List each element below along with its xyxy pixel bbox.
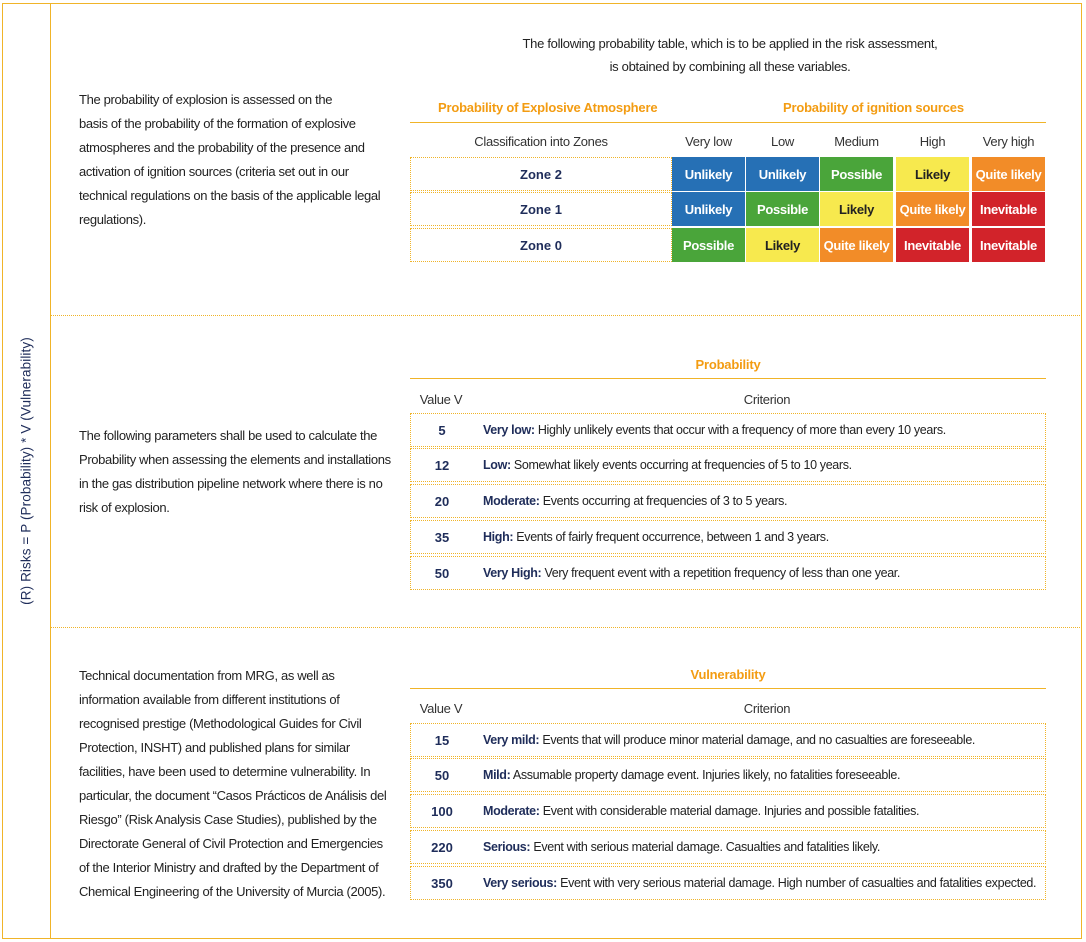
- criterion-cell: [473, 876, 1036, 890]
- criterion-description: Highly unlikely events that occur with a frequency of more than every 10 years.: [534, 423, 946, 437]
- criterion-description: Very frequent event with a repetition frequency of less than one year.: [541, 566, 901, 580]
- vulnerability-table-title: Vulnerability: [690, 667, 766, 682]
- criterion-cell: [473, 494, 787, 508]
- zone-label: Zone 1: [410, 192, 672, 226]
- criterion-term: Mild:: [483, 768, 511, 782]
- criterion-description: Event with very serious material damage. High number of casualties and fatalities expected.: [556, 876, 1037, 890]
- table-row: [410, 794, 1046, 828]
- criterion-cell: [473, 840, 880, 854]
- criterion-cell: [473, 458, 852, 472]
- value-column-header: Value V: [419, 392, 463, 407]
- side-column-divider: [50, 3, 51, 939]
- probability-table-intro: The following probability table, which is to be applied in the risk assessment, is obtained by combining all these variables.: [522, 36, 938, 74]
- section-divider: [51, 627, 1082, 628]
- value-cell: 220: [431, 839, 453, 855]
- criterion-term: Very mild:: [483, 733, 540, 747]
- section-divider: [51, 315, 1082, 316]
- probability-cell: Inevitable: [972, 228, 1045, 262]
- probability-parameters-paragraph: The following parameters shall be used to calculate the Probability when assessing the elements and installations in the gas distribution pipeline network where there is no risk of explosion.: [79, 428, 391, 515]
- criterion-column-header: Criterion: [743, 701, 791, 716]
- value-cell: 15: [434, 732, 450, 748]
- criterion-term: Very low:: [483, 423, 535, 437]
- criterion-cell: [473, 530, 829, 544]
- criterion-cell: [473, 804, 919, 818]
- criterion-column-header: Criterion: [743, 392, 791, 407]
- probability-cell: Inevitable: [972, 192, 1045, 226]
- probability-cell: Inevitable: [896, 228, 969, 262]
- probability-cell: Unlikely: [746, 157, 819, 191]
- ignition-level-header: Low: [771, 134, 794, 149]
- table-row: [410, 484, 1046, 518]
- criterion-description: Events of fairly frequent occurrence, between 1 and 3 years.: [513, 530, 829, 544]
- table-row: [410, 723, 1046, 757]
- criterion-term: Moderate:: [483, 494, 540, 508]
- probability-cell: Possible: [746, 192, 819, 226]
- probability-cell: Possible: [672, 228, 745, 262]
- header-rule: [410, 122, 1046, 123]
- ignition-level-header: Very high: [982, 134, 1035, 149]
- value-cell: 12: [434, 457, 450, 473]
- probability-cell: Unlikely: [672, 192, 745, 226]
- table-row: [410, 866, 1046, 900]
- criterion-cell: [473, 423, 946, 437]
- probability-cell: Quite likely: [896, 192, 969, 226]
- zone-label: Zone 2: [410, 157, 672, 191]
- value-cell: 35: [434, 529, 450, 545]
- vulnerability-sources-paragraph: Technical documentation from MRG, as well as information available from different institutions of recognised prestige (Methodological Guides for Civil Protection, INSHT) and published plans for similar facilities, have been used to determine vulnerability. In particular, the document “Casos Prácticos de Análisis del Riesgo” (Risk Analysis Case Studies), published by the Directorate General of Civil Protection and Emergencies of the Interior Ministry and drafted by the Department of Chemical Engineering of the University of Murcia (2005).: [79, 668, 387, 899]
- criterion-term: Very serious:: [483, 876, 557, 890]
- probability-cell: Likely: [746, 228, 819, 262]
- table-row: [410, 830, 1046, 864]
- value-cell: 50: [434, 767, 450, 783]
- explosive-atmosphere-header: Probability of Explosive Atmosphere: [438, 100, 658, 115]
- probability-cell: Likely: [896, 157, 969, 191]
- criterion-description: Events occurring at frequencies of 3 to 5 years.: [539, 494, 788, 508]
- zones-column-header: Classification into Zones: [474, 134, 608, 149]
- criterion-description: Assumable property damage event. Injuries likely, no fatalities foreseeable.: [510, 768, 901, 782]
- value-cell: 5: [438, 422, 446, 438]
- probability-cell: Unlikely: [672, 157, 745, 191]
- criterion-term: Very High:: [483, 566, 542, 580]
- table-row: [410, 556, 1046, 590]
- probability-cell: Quite likely: [972, 157, 1045, 191]
- criterion-cell: [473, 768, 900, 782]
- probability-cell: Possible: [820, 157, 893, 191]
- header-rule: [410, 378, 1046, 379]
- criterion-description: Event with considerable material damage. Injuries and possible fatalities.: [539, 804, 920, 818]
- header-rule: [410, 688, 1046, 689]
- value-cell: 100: [431, 803, 453, 819]
- zone-label: Zone 0: [410, 228, 672, 262]
- value-cell: 20: [434, 493, 450, 509]
- ignition-sources-header: Probability of ignition sources: [783, 100, 964, 115]
- criterion-term: Serious:: [483, 840, 531, 854]
- side-title: (R) Risks = P (Probability) * V (Vulnerability): [18, 337, 34, 605]
- value-cell: 350: [431, 875, 453, 891]
- criterion-description: Somewhat likely events occurring at frequencies of 5 to 10 years.: [510, 458, 852, 472]
- table-row: [410, 758, 1046, 792]
- criterion-cell: [473, 566, 900, 580]
- value-cell: 50: [434, 565, 450, 581]
- criterion-description: Events that will produce minor material damage, and no casualties are foreseeable.: [539, 733, 976, 747]
- criterion-term: High:: [483, 530, 514, 544]
- table-row: [410, 520, 1046, 554]
- probability-table-title: Probability: [695, 357, 761, 372]
- value-column-header: Value V: [419, 701, 463, 716]
- ignition-level-header: Medium: [834, 134, 879, 149]
- criterion-term: Moderate:: [483, 804, 540, 818]
- probability-cell: Quite likely: [820, 228, 893, 262]
- criterion-description: Event with serious material damage. Casualties and fatalities likely.: [530, 840, 880, 854]
- explosion-probability-paragraph: The probability of explosion is assessed on the basis of the probability of the formation of explosive atmospheres and the probability of the presence and activation of ignition sources (criteria set out in our technical regulations on the basis of the applicable legal regulations).: [79, 92, 381, 227]
- table-row: [410, 413, 1046, 447]
- ignition-level-header: High: [919, 134, 946, 149]
- criterion-term: Low:: [483, 458, 511, 472]
- probability-cell: Likely: [820, 192, 893, 226]
- table-row: [410, 448, 1046, 482]
- ignition-level-header: Very low: [685, 134, 732, 149]
- criterion-cell: [473, 733, 975, 747]
